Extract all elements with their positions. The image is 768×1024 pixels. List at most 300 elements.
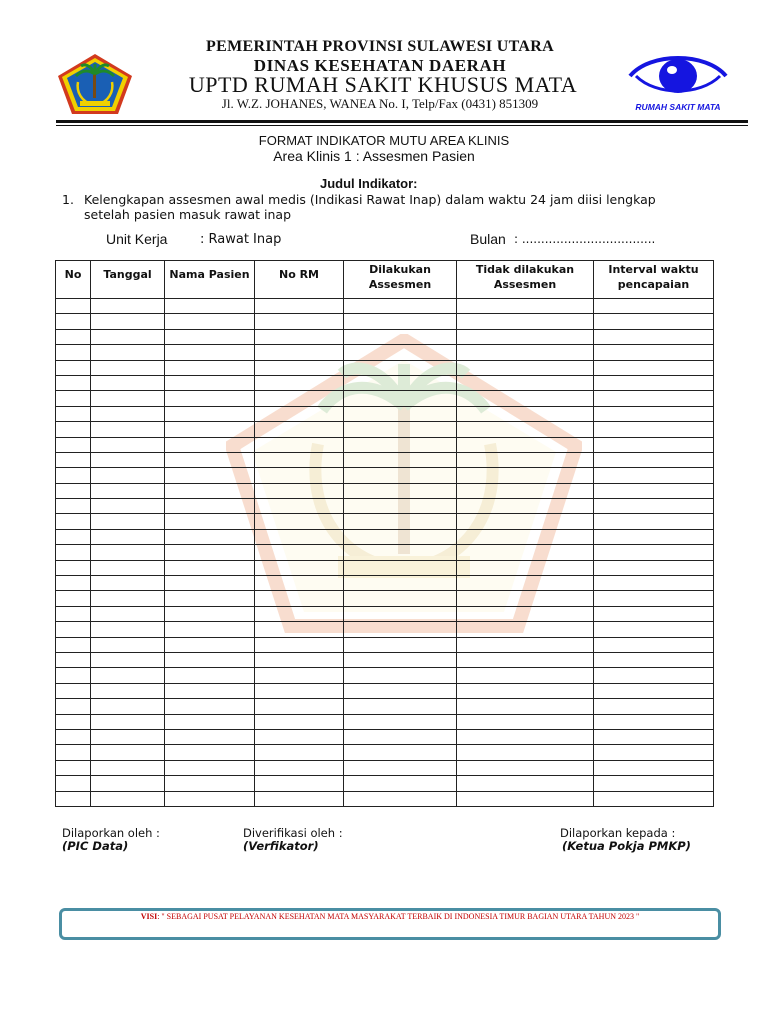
- table-cell: [457, 406, 594, 421]
- table-row: [56, 760, 714, 775]
- table-cell: [56, 529, 91, 544]
- table-cell: [594, 776, 714, 791]
- table-cell: [594, 437, 714, 452]
- column-header-no: No: [56, 261, 91, 299]
- table-cell: [165, 776, 255, 791]
- table-cell: [255, 745, 344, 760]
- table-cell: [165, 699, 255, 714]
- table-cell: [594, 668, 714, 683]
- table-cell: [165, 499, 255, 514]
- table-cell: [91, 329, 165, 344]
- table-cell: [56, 345, 91, 360]
- table-cell: [91, 545, 165, 560]
- table-cell: [344, 652, 457, 667]
- table-cell: [165, 329, 255, 344]
- table-cell: [165, 745, 255, 760]
- table-row: [56, 545, 714, 560]
- table-cell: [594, 314, 714, 329]
- table-row: [56, 591, 714, 606]
- table-cell: [594, 329, 714, 344]
- table-cell: [56, 652, 91, 667]
- table-cell: [165, 791, 255, 806]
- column-header-interval-waktu: Interval waktu pencapaian: [594, 261, 714, 299]
- table-cell: [165, 652, 255, 667]
- bulan-value: : ...................................: [514, 232, 656, 246]
- table-cell: [56, 606, 91, 621]
- table-cell: [457, 437, 594, 452]
- table-cell: [56, 375, 91, 390]
- table-cell: [91, 745, 165, 760]
- table-cell: [457, 360, 594, 375]
- table-cell: [56, 791, 91, 806]
- table-cell: [56, 545, 91, 560]
- table-cell: [56, 406, 91, 421]
- table-cell: [91, 760, 165, 775]
- table-cell: [344, 329, 457, 344]
- table-cell: [255, 514, 344, 529]
- table-cell: [56, 560, 91, 575]
- table-cell: [594, 699, 714, 714]
- table-row: [56, 514, 714, 529]
- unit-kerja-label: Unit Kerja: [106, 231, 168, 247]
- table-cell: [457, 483, 594, 498]
- table-cell: [56, 422, 91, 437]
- table-cell: [344, 375, 457, 390]
- table-cell: [457, 683, 594, 698]
- table-cell: [457, 591, 594, 606]
- table-cell: [344, 683, 457, 698]
- table-row: [56, 745, 714, 760]
- table-cell: [56, 360, 91, 375]
- table-cell: [594, 483, 714, 498]
- table-row: [56, 560, 714, 575]
- table-cell: [255, 329, 344, 344]
- table-cell: [594, 529, 714, 544]
- table-row: [56, 529, 714, 544]
- table-cell: [56, 576, 91, 591]
- table-cell: [165, 529, 255, 544]
- table-cell: [165, 375, 255, 390]
- table-row: [56, 483, 714, 498]
- indicator-number: 1.: [62, 192, 74, 207]
- table-cell: [344, 468, 457, 483]
- table-cell: [344, 622, 457, 637]
- table-cell: [91, 729, 165, 744]
- table-cell: [344, 437, 457, 452]
- table-cell: [594, 468, 714, 483]
- table-cell: [165, 591, 255, 606]
- table-cell: [91, 560, 165, 575]
- table-cell: [457, 545, 594, 560]
- table-cell: [165, 514, 255, 529]
- table-cell: [255, 699, 344, 714]
- table-cell: [165, 345, 255, 360]
- table-cell: [56, 683, 91, 698]
- table-cell: [594, 299, 714, 314]
- table-cell: [91, 437, 165, 452]
- table-cell: [56, 499, 91, 514]
- table-cell: [165, 422, 255, 437]
- table-cell: [457, 329, 594, 344]
- header-department-name: DINAS KESEHATAN DAERAH: [253, 56, 507, 75]
- table-cell: [594, 360, 714, 375]
- vision-statement: [62, 912, 718, 921]
- table-cell: [457, 714, 594, 729]
- table-row: [56, 437, 714, 452]
- table-cell: [457, 422, 594, 437]
- table-row: [56, 345, 714, 360]
- table-cell: [91, 622, 165, 637]
- table-cell: [255, 437, 344, 452]
- indicator-table: [55, 260, 714, 807]
- table-cell: [56, 622, 91, 637]
- table-cell: [165, 468, 255, 483]
- table-cell: [165, 637, 255, 652]
- table-cell: [91, 699, 165, 714]
- table-row: [56, 360, 714, 375]
- table-cell: [594, 683, 714, 698]
- table-cell: [344, 545, 457, 560]
- table-cell: [255, 483, 344, 498]
- table-cell: [594, 591, 714, 606]
- table-cell: [344, 745, 457, 760]
- table-row: [56, 637, 714, 652]
- table-cell: [91, 776, 165, 791]
- table-cell: [457, 375, 594, 390]
- table-cell: [344, 406, 457, 421]
- table-cell: [165, 729, 255, 744]
- table-row: [56, 468, 714, 483]
- table-cell: [255, 375, 344, 390]
- table-cell: [594, 345, 714, 360]
- table-cell: [165, 437, 255, 452]
- unit-kerja-value: : Rawat Inap: [200, 232, 282, 247]
- table-cell: [255, 591, 344, 606]
- table-cell: [594, 745, 714, 760]
- table-cell: [344, 483, 457, 498]
- table-cell: [457, 699, 594, 714]
- indicator-heading: Judul Indikator:: [320, 176, 418, 191]
- table-cell: [457, 729, 594, 744]
- table-cell: [165, 714, 255, 729]
- header-hospital-name: UPTD RUMAH SAKIT KHUSUS MATA: [188, 72, 578, 97]
- vision-text: : " SEBAGAI PUSAT PELAYANAN KESEHATAN MATA MASYARAKAT TERBAIK DI INDONESIA TIMUR BAGIAN UTARA TAHUN 2023 ": [157, 912, 640, 921]
- table-cell: [56, 591, 91, 606]
- table-cell: [255, 729, 344, 744]
- table-cell: [56, 468, 91, 483]
- table-row: [56, 329, 714, 344]
- table-row: [56, 729, 714, 744]
- table-cell: [594, 375, 714, 390]
- table-cell: [255, 299, 344, 314]
- table-row: [56, 699, 714, 714]
- table-row: [56, 576, 714, 591]
- table-cell: [255, 360, 344, 375]
- form-subtitle: Area Klinis 1 : Assesmen Pasien: [273, 148, 475, 164]
- table-cell: [255, 499, 344, 514]
- reported-to-role: (Ketua Pokja PMKP): [562, 839, 691, 853]
- table-cell: [594, 514, 714, 529]
- reported-by-label: Dilaporkan oleh :: [62, 826, 160, 840]
- header-rule-thin: [56, 125, 748, 126]
- table-cell: [56, 776, 91, 791]
- table-cell: [344, 560, 457, 575]
- table-cell: [255, 560, 344, 575]
- table-cell: [91, 791, 165, 806]
- table-cell: [457, 776, 594, 791]
- table-cell: [255, 606, 344, 621]
- eye-icon: [626, 54, 730, 98]
- table-cell: [255, 391, 344, 406]
- table-cell: [56, 745, 91, 760]
- eye-hospital-logo-text: RUMAH SAKIT MATA: [635, 102, 721, 112]
- table-cell: [594, 729, 714, 744]
- table-cell: [344, 452, 457, 467]
- table-cell: [56, 437, 91, 452]
- table-row: [56, 714, 714, 729]
- table-cell: [56, 668, 91, 683]
- table-cell: [255, 776, 344, 791]
- table-cell: [56, 729, 91, 744]
- table-cell: [91, 668, 165, 683]
- table-cell: [457, 299, 594, 314]
- table-cell: [91, 406, 165, 421]
- table-row: [56, 791, 714, 806]
- table-cell: [457, 791, 594, 806]
- table-cell: [594, 652, 714, 667]
- table-cell: [344, 422, 457, 437]
- table-cell: [91, 683, 165, 698]
- table-cell: [91, 606, 165, 621]
- table-cell: [594, 406, 714, 421]
- table-cell: [91, 299, 165, 314]
- table-cell: [56, 514, 91, 529]
- header-government-name: PEMERINTAH PROVINSI SULAWESI UTARA: [206, 38, 554, 55]
- table-cell: [344, 391, 457, 406]
- table-cell: [165, 483, 255, 498]
- table-cell: [165, 760, 255, 775]
- table-row: [56, 668, 714, 683]
- table-cell: [255, 622, 344, 637]
- table-header-row: [56, 261, 714, 299]
- table-cell: [344, 299, 457, 314]
- indicator-text: Kelengkapan assesmen awal medis (Indikasi Rawat Inap) dalam waktu 24 jam diisi lengkap setelah pasien masuk rawat inap: [84, 192, 656, 222]
- table-cell: [255, 345, 344, 360]
- table-cell: [457, 622, 594, 637]
- table-cell: [165, 606, 255, 621]
- table-cell: [91, 483, 165, 498]
- table-cell: [56, 714, 91, 729]
- table-cell: [457, 637, 594, 652]
- table-cell: [255, 314, 344, 329]
- column-header-nama-pasien: Nama Pasien: [165, 261, 255, 299]
- table-row: [56, 299, 714, 314]
- table-cell: [56, 391, 91, 406]
- table-cell: [457, 606, 594, 621]
- table-cell: [91, 360, 165, 375]
- table-row: [56, 622, 714, 637]
- table-row: [56, 375, 714, 390]
- table-cell: [344, 360, 457, 375]
- table-cell: [56, 637, 91, 652]
- table-cell: [594, 606, 714, 621]
- eye-hospital-logo: [626, 54, 730, 116]
- table-cell: [255, 760, 344, 775]
- column-header-tidak-dilakukan-assesmen: Tidak dilakukan Assesmen: [457, 261, 594, 299]
- table-cell: [344, 529, 457, 544]
- table-cell: [165, 452, 255, 467]
- table-cell: [91, 375, 165, 390]
- table-row: [56, 683, 714, 698]
- table-cell: [457, 514, 594, 529]
- table-cell: [165, 314, 255, 329]
- table-cell: [165, 299, 255, 314]
- bulan-label: Bulan: [470, 231, 506, 247]
- table-cell: [255, 683, 344, 698]
- table-cell: [91, 514, 165, 529]
- table-cell: [344, 729, 457, 744]
- table-cell: [344, 714, 457, 729]
- table-row: [56, 652, 714, 667]
- table-row: [56, 452, 714, 467]
- table-cell: [91, 529, 165, 544]
- table-cell: [594, 391, 714, 406]
- table-cell: [457, 452, 594, 467]
- table-cell: [56, 483, 91, 498]
- table-row: [56, 422, 714, 437]
- table-cell: [594, 622, 714, 637]
- table-cell: [91, 391, 165, 406]
- table-row: [56, 391, 714, 406]
- table-cell: [165, 560, 255, 575]
- table-cell: [255, 452, 344, 467]
- table-cell: [457, 314, 594, 329]
- table-cell: [91, 499, 165, 514]
- table-cell: [91, 452, 165, 467]
- table-cell: [91, 591, 165, 606]
- table-cell: [165, 545, 255, 560]
- table-cell: [457, 529, 594, 544]
- table-cell: [344, 345, 457, 360]
- table-cell: [594, 637, 714, 652]
- table-cell: [344, 668, 457, 683]
- table-cell: [91, 468, 165, 483]
- verified-by-role: (Verfikator): [243, 839, 319, 853]
- table-cell: [344, 514, 457, 529]
- table-cell: [91, 345, 165, 360]
- table-cell: [457, 345, 594, 360]
- table-cell: [255, 714, 344, 729]
- table-cell: [457, 760, 594, 775]
- table-cell: [344, 314, 457, 329]
- table-cell: [91, 314, 165, 329]
- table-cell: [165, 622, 255, 637]
- table-cell: [594, 760, 714, 775]
- table-cell: [594, 576, 714, 591]
- table-cell: [344, 699, 457, 714]
- table-row: [56, 314, 714, 329]
- verified-by-label: Diverifikasi oleh :: [243, 826, 343, 840]
- table-row: [56, 776, 714, 791]
- table-cell: [344, 760, 457, 775]
- table-cell: [255, 468, 344, 483]
- table-cell: [255, 422, 344, 437]
- table-cell: [255, 406, 344, 421]
- table-cell: [344, 499, 457, 514]
- table-cell: [255, 545, 344, 560]
- table-cell: [165, 683, 255, 698]
- table-cell: [457, 468, 594, 483]
- table-cell: [255, 791, 344, 806]
- table-row: [56, 499, 714, 514]
- table-cell: [91, 652, 165, 667]
- table-row: [56, 406, 714, 421]
- table-cell: [457, 576, 594, 591]
- table-cell: [255, 637, 344, 652]
- table-cell: [165, 406, 255, 421]
- table-cell: [457, 560, 594, 575]
- table-cell: [56, 329, 91, 344]
- table-row: [56, 606, 714, 621]
- table-cell: [594, 422, 714, 437]
- table-cell: [457, 499, 594, 514]
- table-cell: [457, 652, 594, 667]
- table-cell: [344, 576, 457, 591]
- table-cell: [56, 299, 91, 314]
- table-cell: [165, 360, 255, 375]
- table-cell: [56, 314, 91, 329]
- vision-label: VISI: [140, 912, 158, 921]
- table-cell: [91, 637, 165, 652]
- table-cell: [457, 391, 594, 406]
- table-cell: [255, 576, 344, 591]
- table-cell: [165, 668, 255, 683]
- table-cell: [344, 591, 457, 606]
- table-cell: [594, 560, 714, 575]
- table-cell: [457, 745, 594, 760]
- column-header-tanggal: Tanggal: [91, 261, 165, 299]
- reported-to-label: Dilaporkan kepada :: [560, 826, 676, 840]
- provincial-emblem-logo: [56, 52, 134, 116]
- table-cell: [255, 529, 344, 544]
- table-cell: [56, 760, 91, 775]
- table-cell: [255, 668, 344, 683]
- table-cell: [594, 452, 714, 467]
- header-rule-thick: [56, 120, 748, 123]
- column-header-no-rm: No RM: [255, 261, 344, 299]
- table-cell: [344, 637, 457, 652]
- table-cell: [56, 699, 91, 714]
- form-title: FORMAT INDIKATOR MUTU AREA KLINIS: [258, 133, 510, 148]
- header-address: Jl. W.Z. JOHANES, WANEA No. I, Telp/Fax (0431) 851309: [221, 96, 539, 111]
- table-cell: [165, 576, 255, 591]
- column-header-dilakukan-assesmen: Dilakukan Assesmen: [344, 261, 457, 299]
- table-cell: [91, 576, 165, 591]
- table-cell: [56, 452, 91, 467]
- table-cell: [594, 499, 714, 514]
- table-cell: [344, 606, 457, 621]
- table-cell: [344, 791, 457, 806]
- table-cell: [91, 422, 165, 437]
- table-cell: [594, 791, 714, 806]
- reported-by-role: (PIC Data): [62, 839, 129, 853]
- table-cell: [91, 714, 165, 729]
- table-cell: [594, 714, 714, 729]
- table-cell: [255, 652, 344, 667]
- table-cell: [165, 391, 255, 406]
- table-cell: [594, 545, 714, 560]
- table-cell: [457, 668, 594, 683]
